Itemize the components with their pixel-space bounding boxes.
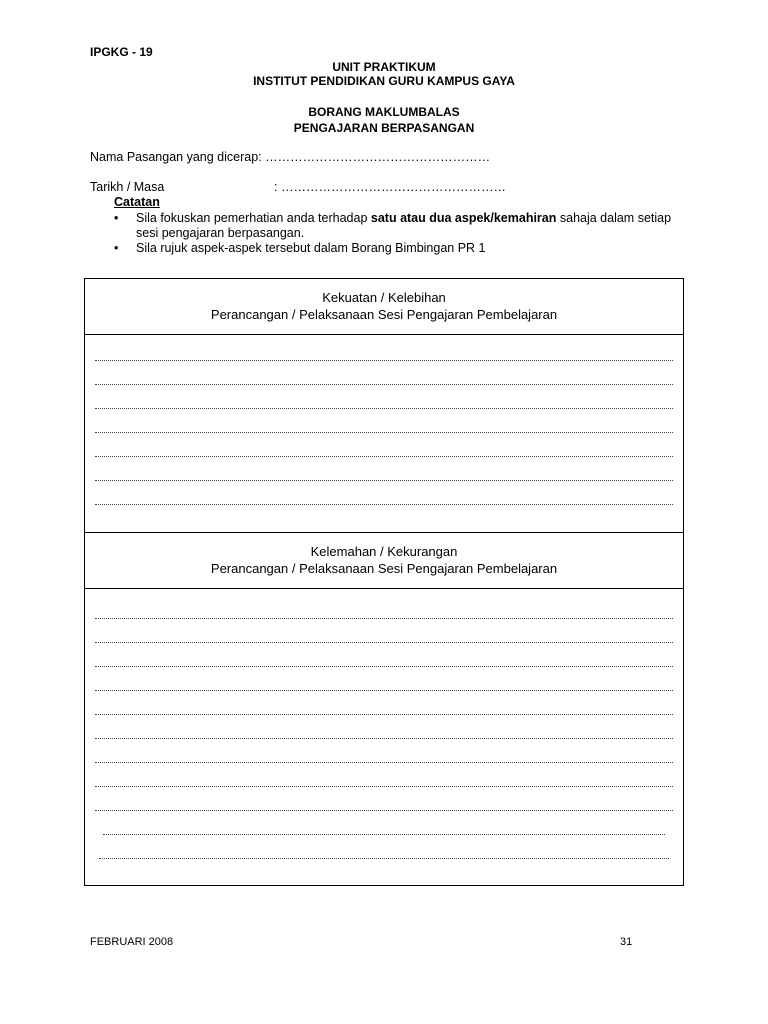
weaknesses-subtitle: Perancangan / Pelaksanaan Sesi Pengajaran Pembelajaran	[210, 561, 558, 576]
list-item	[114, 241, 674, 256]
writing-line[interactable]	[95, 786, 673, 787]
institute-title: INSTITUT PENDIDIKAN GURU KAMPUS GAYA	[253, 74, 515, 88]
writing-line[interactable]	[95, 810, 673, 811]
writing-line[interactable]	[95, 666, 673, 667]
bullet-icon: •	[114, 211, 119, 225]
note-emphasis: satu atau dua aspek/kemahiran	[370, 211, 557, 225]
writing-line[interactable]	[95, 690, 673, 691]
strengths-subtitle: Perancangan / Pelaksanaan Sesi Pengajaran Pembelajaran	[210, 307, 558, 322]
writing-line[interactable]	[95, 456, 673, 457]
writing-line[interactable]	[95, 408, 673, 409]
name-value[interactable]: ………………………………………………	[265, 150, 491, 164]
writing-line[interactable]	[95, 432, 673, 433]
writing-line[interactable]	[95, 480, 673, 481]
date-value[interactable]: : ………………………………………………	[274, 180, 506, 194]
writing-line[interactable]	[103, 834, 665, 835]
strengths-lines[interactable]	[85, 335, 683, 533]
writing-line[interactable]	[95, 714, 673, 715]
strengths-title: Kekuatan / Kelebihan	[322, 290, 446, 305]
page-number: 31	[620, 936, 633, 948]
bullet-icon: •	[114, 241, 119, 255]
weaknesses-header	[85, 533, 683, 589]
list-item	[114, 211, 674, 241]
weaknesses-section	[84, 532, 684, 886]
writing-line[interactable]	[95, 360, 673, 361]
writing-line[interactable]	[99, 858, 669, 859]
unit-title: UNIT PRAKTIKUM	[332, 60, 436, 74]
name-field	[90, 150, 490, 164]
strengths-section	[84, 278, 684, 533]
note-text: sahaja dalam setiap sesi pengajaran berpasangan.	[136, 211, 672, 240]
form-code: IPGKG - 19	[90, 45, 153, 59]
note-text: Sila rujuk aspek-aspek tersebut dalam Borang Bimbingan PR 1	[136, 241, 486, 255]
writing-line[interactable]	[95, 762, 673, 763]
writing-line[interactable]	[95, 738, 673, 739]
weaknesses-title: Kelemahan / Kekurangan	[310, 544, 458, 559]
notes-list	[114, 211, 674, 256]
form-title-line2: PENGAJARAN BERPASANGAN	[293, 121, 475, 135]
strengths-header	[85, 279, 683, 335]
writing-line[interactable]	[95, 642, 673, 643]
writing-line[interactable]	[95, 504, 673, 505]
footer-date: FEBRUARI 2008	[90, 936, 174, 948]
writing-line[interactable]	[95, 618, 673, 619]
form-title-line1: BORANG MAKLUMBALAS	[308, 105, 460, 119]
writing-line[interactable]	[95, 384, 673, 385]
weaknesses-lines[interactable]	[85, 589, 683, 885]
date-field-label: Tarikh / Masa	[90, 180, 165, 194]
notes-heading: Catatan	[114, 195, 160, 209]
name-label: Nama Pasangan yang dicerap:	[90, 150, 262, 164]
note-text: Sila fokuskan pemerhatian anda terhadap	[136, 211, 371, 225]
